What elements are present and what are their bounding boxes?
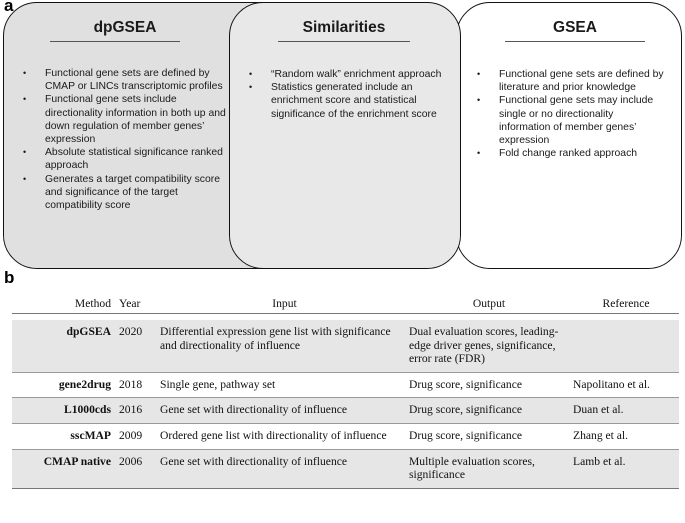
table-row	[12, 449, 679, 488]
header-reference: Reference	[573, 294, 679, 314]
cell-year: 2009	[119, 423, 160, 449]
list-item: • Generates a target compatibility score and significance of the target compatibility score	[23, 173, 220, 212]
cell-output: Drug score, significance	[409, 372, 573, 398]
cell-input: Differential expression gene list with significance and directionality of influence	[160, 320, 409, 372]
list-item: • Functional gene sets include directionality information in both up and down regulation of member genes’ expression	[23, 94, 226, 146]
cell-method: CMAP native	[12, 449, 119, 488]
cell-output: Dual evaluation scores, leading-edge driver genes, significance, error rate (FDR)	[409, 320, 573, 372]
list-item: • Fold change ranked approach	[477, 148, 638, 160]
cell-reference: Duan et al.	[573, 398, 679, 424]
list-item: • Absolute statistical significance ranked approach	[23, 147, 223, 172]
table-row	[12, 320, 679, 372]
header-input: Input	[160, 294, 409, 314]
dpgsea-bullet-list	[21, 67, 226, 212]
cell-reference: Napolitano et al.	[573, 372, 679, 398]
dpgsea-title: dpGSEA	[93, 19, 157, 36]
methods-table	[12, 294, 679, 489]
cell-method: L1000cds	[12, 398, 119, 424]
list-item: • Functional gene sets are defined by literature and prior knowledge	[477, 69, 664, 94]
gsea-bullet-list	[475, 68, 667, 160]
panel-b-label: b	[4, 268, 15, 287]
table-row	[12, 398, 679, 424]
header-year: Year	[119, 294, 160, 314]
gsea-title: GSEA	[553, 19, 597, 36]
cell-output: Drug score, significance	[409, 398, 573, 424]
similarities-box	[229, 2, 461, 269]
cell-year: 2018	[119, 372, 160, 398]
panel-a-label: a	[4, 0, 14, 15]
cell-method: sscMAP	[12, 423, 119, 449]
dpgsea-title-rule	[50, 41, 180, 42]
header-method: Method	[12, 294, 119, 314]
table-row	[12, 372, 679, 398]
similarities-title-rule	[278, 41, 410, 42]
similarities-bullet-list	[247, 68, 445, 121]
table-header-row	[12, 294, 679, 314]
header-output: Output	[409, 294, 573, 314]
cell-reference	[573, 320, 679, 372]
cell-method: dpGSEA	[12, 320, 119, 372]
list-item: • Functional gene sets may include single or no directionality information of member genes’ expression	[477, 95, 654, 147]
cell-input: Ordered gene list with directionality of influence	[160, 423, 409, 449]
cell-year: 2016	[119, 398, 160, 424]
cell-input: Single gene, pathway set	[160, 372, 409, 398]
cell-output: Multiple evaluation scores, significance	[409, 449, 573, 488]
list-item: • “Random walk” enrichment approach	[249, 69, 442, 80]
gsea-title-rule	[505, 41, 645, 42]
cell-output: Drug score, significance	[409, 423, 573, 449]
similarities-title: Similarities	[302, 19, 386, 36]
cell-input: Gene set with directionality of influence	[160, 398, 409, 424]
cell-input: Gene set with directionality of influence	[160, 449, 409, 488]
cell-year: 2020	[119, 320, 160, 372]
table-row	[12, 423, 679, 449]
cell-year: 2006	[119, 449, 160, 488]
list-item: • Functional gene sets are defined by CMAP or LINCs transcriptomic profiles	[23, 68, 223, 93]
cell-reference: Lamb et al.	[573, 449, 679, 488]
cell-method: gene2drug	[12, 372, 119, 398]
list-item: • Statistics generated include an enrichment score and statistical significance of the enrichment score	[249, 82, 437, 120]
cell-reference: Zhang et al.	[573, 423, 679, 449]
